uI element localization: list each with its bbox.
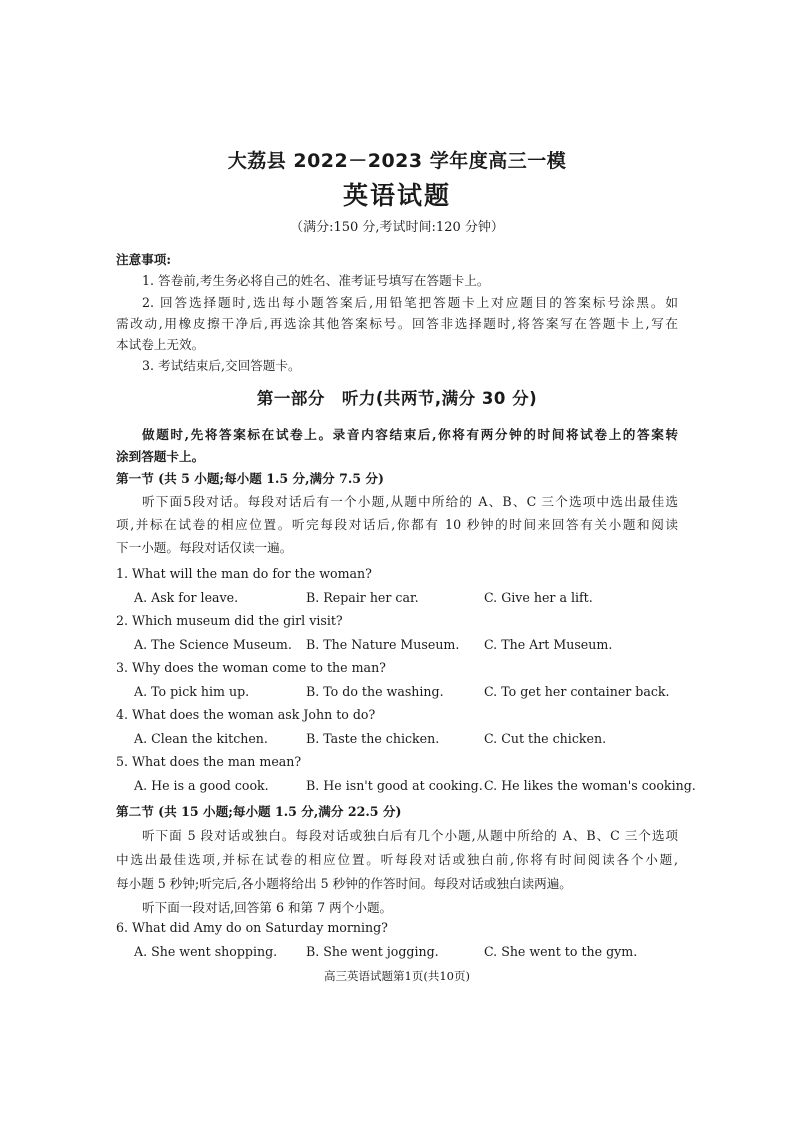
- section2-line: 听下面 5 段对话或独白。每段对话或独白后有几个小题,从题中所给的 A、B、C 三个选项: [142, 828, 678, 843]
- notes-heading: 注意事项:: [116, 252, 172, 267]
- option-b: B. The Nature Museum.: [306, 637, 460, 652]
- section2-title: 第二节 (共 15 小题;每小题 1.5 分,满分 22.5 分): [116, 804, 402, 819]
- option-c: C. To get her container back.: [484, 684, 670, 699]
- option-a: A. She went shopping.: [134, 944, 278, 959]
- option-a: A. Ask for leave.: [134, 590, 239, 605]
- option-a: A. Clean the kitchen.: [134, 731, 268, 746]
- part1-instruction-line: 做题时,先将答案标在试卷上。录音内容结束后,你将有两分钟的时间将试卷上的答案转: [142, 427, 678, 442]
- option-b: B. Repair her car.: [306, 590, 419, 605]
- part1-title: 第一部分 听力(共两节,满分 30 分): [256, 389, 538, 408]
- option-c: C. Cut the chicken.: [484, 731, 607, 746]
- option-b: B. To do the washing.: [306, 684, 444, 699]
- section2-line: 中选出最佳选项,并标在试卷的相应位置。听每段对话或独白前,你将有时间阅读各个小题,: [116, 852, 678, 867]
- option-c: C. Give her a lift.: [484, 590, 593, 605]
- notes-line: 1. 答卷前,考生务必将自己的姓名、准考证号填写在答题卡上。: [142, 273, 490, 288]
- question-stem: 5. What does the man mean?: [116, 754, 302, 769]
- notes-line: 2. 回答选择题时,选出每小题答案后,用铅笔把答题卡上对应题目的答案标号涂黑。如: [142, 295, 678, 310]
- section2-line: 每小题 5 秒钟;听完后,各小题将给出 5 秒钟的作答时间。每段对话或独白读两遍。: [116, 876, 572, 891]
- option-c: C. He likes the woman's cooking.: [484, 778, 696, 793]
- question-stem: 1. What will the man do for the woman?: [116, 566, 372, 581]
- option-a: A. He is a good cook.: [134, 778, 269, 793]
- section1-title: 第一节 (共 5 小题;每小题 1.5 分,满分 7.5 分): [116, 471, 384, 486]
- notes-line: 需改动,用橡皮擦干净后,再选涂其他答案标号。回答非选择题时,将答案写在答题卡上,写在: [116, 316, 678, 331]
- option-c: C. She went to the gym.: [484, 944, 638, 959]
- exam-info: （满分:150 分,考试时间:120 分钟）: [290, 220, 504, 235]
- section1-line: 下一小题。每段对话仅读一遍。: [116, 540, 293, 555]
- exam-subject: 英语试题: [342, 181, 451, 210]
- option-c: C. The Art Museum.: [484, 637, 613, 652]
- section2-sub-instruction: 听下面一段对话,回答第 6 和第 7 两个小题。: [142, 900, 393, 915]
- notes-line: 3. 考试结束后,交回答题卡。: [142, 358, 301, 373]
- section1-line: 项,并标在试卷的相应位置。听完每段对话后,你都有 10 秒钟的时间来回答有关小题和阅读: [116, 517, 678, 532]
- question-stem: 2. Which museum did the girl visit?: [116, 613, 343, 628]
- option-b: B. Taste the chicken.: [306, 731, 440, 746]
- option-b: B. He isn't good at cooking.: [306, 778, 483, 793]
- exam-title: 大荔县 2022－2023 学年度高三一模: [227, 150, 567, 172]
- question-stem: 6. What did Amy do on Saturday morning?: [116, 920, 388, 935]
- section1-line: 听下面5段对话。每段对话后有一个小题,从题中所给的 A、B、C 三个选项中选出最佳选: [142, 494, 678, 509]
- part1-instruction-line: 涂到答题卡上。: [116, 449, 205, 464]
- option-a: A. The Science Museum.: [134, 637, 292, 652]
- option-b: B. She went jogging.: [306, 944, 439, 959]
- question-stem: 3. Why does the woman come to the man?: [116, 660, 386, 675]
- question-stem: 4. What does the woman ask John to do?: [116, 707, 376, 722]
- notes-line: 本试卷上无效。: [116, 337, 205, 352]
- page-footer: 高三英语试题第1页(共10页): [324, 969, 470, 983]
- option-a: A. To pick him up.: [134, 684, 250, 699]
